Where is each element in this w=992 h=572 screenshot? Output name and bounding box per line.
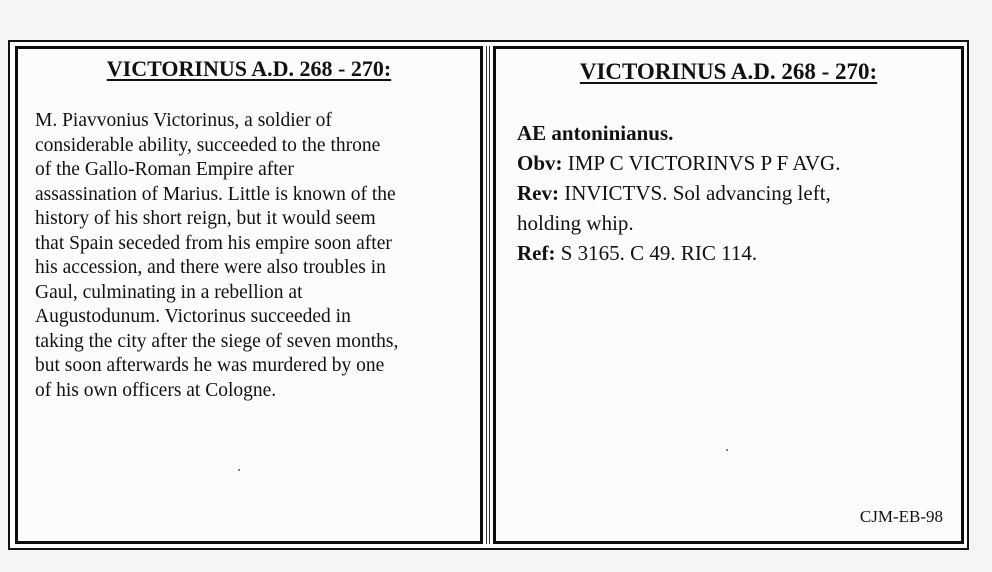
history-line: that Spain seceded from his empire soon after	[35, 232, 392, 254]
paper-speck	[238, 469, 240, 471]
history-line: Augustodunum. Victorinus succeeded in	[35, 306, 351, 327]
obverse-row	[517, 148, 957, 178]
history-title: VICTORINUS A.D. 268 - 270:	[106, 56, 392, 81]
history-line: of his own officers at Cologne.	[35, 379, 277, 401]
history-line: but soon afterwards he was murdered by one	[35, 355, 385, 376]
history-line: assassination of Marius. Little is known of the	[35, 183, 396, 205]
denomination: AE antoninianus.	[517, 121, 674, 145]
obverse-label: Obv:	[517, 151, 563, 175]
reverse-text: INVICTVS. Sol advancing left,	[558, 181, 831, 205]
obverse-text: IMP C VICTORINVS P F AVG.	[562, 151, 841, 175]
history-panel	[15, 46, 483, 544]
catalog-id: CJM-EB-98	[859, 507, 943, 526]
reverse-row	[517, 178, 957, 208]
history-line: his accession, and there were also troubles in	[35, 257, 386, 278]
history-line: Gaul, culminating in a rebellion at	[35, 281, 303, 303]
coin-details	[517, 118, 957, 268]
reference-label: Ref:	[517, 241, 556, 265]
history-line: of the Gallo-Roman Empire after	[35, 159, 294, 180]
coin-title: VICTORINUS A.D. 268 - 270:	[579, 59, 878, 84]
history-line: history of his short reign, but it would seem	[35, 208, 376, 229]
paper-speck	[726, 449, 728, 451]
coin-description-panel	[493, 46, 964, 544]
history-text	[35, 109, 475, 403]
reference-row	[517, 238, 957, 268]
reverse-label: Rev:	[517, 181, 559, 205]
reference-text: S 3165. C 49. RIC 114.	[555, 241, 758, 265]
reverse-continued: holding whip.	[517, 211, 634, 235]
history-line: M. Piavvonius Victorinus, a soldier of	[35, 110, 332, 131]
panel-divider	[486, 46, 490, 544]
history-line: taking the city after the siege of seven months,	[35, 330, 399, 352]
history-line: considerable ability, succeeded to the throne	[35, 134, 381, 156]
